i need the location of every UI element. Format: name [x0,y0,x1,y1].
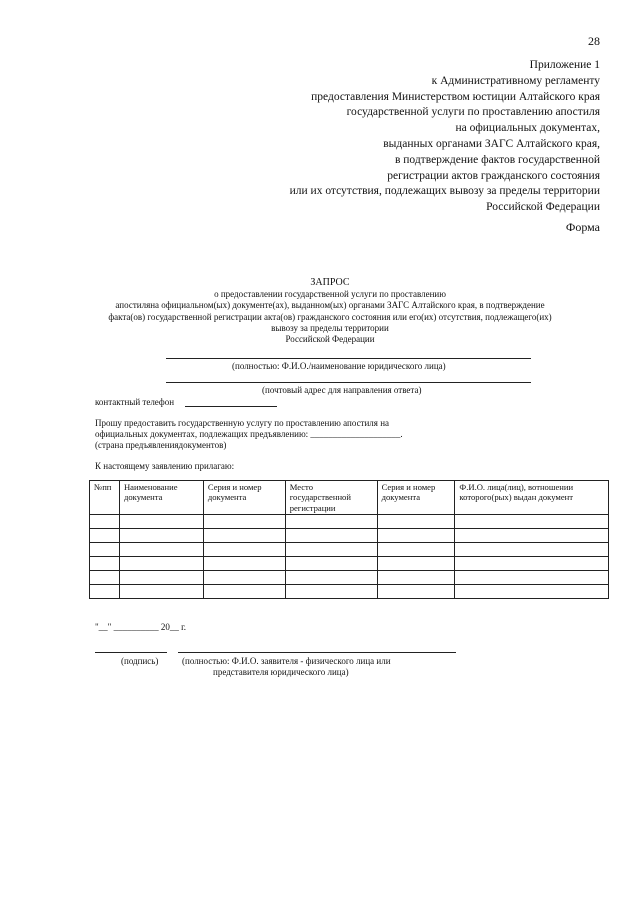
appendix-line: к Административному регламенту [431,74,600,87]
appendix-line: регистрации актов гражданского состояния [387,169,600,182]
table-row [90,529,609,543]
appendix-line: на официальных документах, [455,122,600,135]
documents-table [89,480,609,599]
appendix-line: государственной услуги по проставлению апостиля [346,106,600,119]
table-row [90,585,609,599]
table-cell[interactable] [119,515,203,529]
name-field-line[interactable] [166,358,531,359]
attachments-label: К настоящему заявлению прилагаю: [95,461,235,471]
request-title [90,277,570,345]
applicant-name-line[interactable] [178,652,456,653]
table-header-row [90,481,609,515]
table-cell[interactable] [90,529,120,543]
country-caption: (страна предъявлениядокументов) [95,440,227,450]
appendix-line: Приложение 1 [529,59,600,71]
table-cell[interactable] [90,557,120,571]
table-cell[interactable] [119,585,203,599]
date-line[interactable]: "__" __________ 20__ г. [95,622,187,632]
title-line: апостиляна официальном(ых) документе(ах), выданном(ых) органами ЗАГС Алтайского края, в подтверждение [115,300,545,311]
column-header: Серия и номер документа [377,481,455,515]
appendix-line: в подтверждение фактов государственной [394,153,600,166]
column-header: Ф.И.О. лица(лиц), вотношении которого(рых) выдан документ [455,481,609,515]
address-field-line[interactable] [166,382,531,383]
table-cell[interactable] [90,543,120,557]
table-row [90,515,609,529]
table-cell[interactable] [119,557,203,571]
request-line: Прошу предоставить государственную услугу по проставлению апостиля на [95,418,390,428]
table-row [90,571,609,585]
column-header: Наименование документа [119,481,203,515]
signature-line[interactable] [95,652,167,653]
table-cell[interactable] [285,571,377,585]
table-row [90,543,609,557]
table-cell[interactable] [203,557,285,571]
column-header: Серия и номер документа [203,481,285,515]
table-cell[interactable] [377,543,455,557]
table-cell[interactable] [203,515,285,529]
table-cell[interactable] [90,571,120,585]
table-cell[interactable] [119,571,203,585]
appendix-line: предоставления Министерством юстиции Алтайского края [311,90,600,103]
appendix-line: Российской Федерации [486,201,600,214]
table-cell[interactable] [203,543,285,557]
address-field-caption: (почтовый адрес для направления ответа) [262,385,422,395]
appendix-line: выданных органами ЗАГС Алтайского края, [383,137,600,150]
table-cell[interactable] [285,585,377,599]
applicant-name-caption: (полностью: Ф.И.О. заявителя - физического лица или [182,656,391,666]
column-header: №пп [90,481,120,515]
form-label: Форма [565,220,600,234]
signature-caption: (подпись) [121,656,159,666]
table-cell[interactable] [455,585,609,599]
table-cell[interactable] [285,529,377,543]
table-cell[interactable] [285,557,377,571]
table-cell[interactable] [377,585,455,599]
table-cell[interactable] [90,585,120,599]
table-cell[interactable] [377,515,455,529]
request-line: официальных документах, подлежащих предъявлению: ____________________. [95,429,403,439]
appendix-line: или их отсутствия, подлежащих вывозу за пределы территории [289,185,600,198]
table-cell[interactable] [455,529,609,543]
appendix-header [240,58,600,216]
table-cell[interactable] [90,515,120,529]
table-cell[interactable] [285,515,377,529]
table-cell[interactable] [119,543,203,557]
phone-label: контактный телефон [95,397,175,407]
table-cell[interactable] [377,571,455,585]
title-line: о предоставлении государственной услуги по проставлению [214,289,446,300]
table-cell[interactable] [119,529,203,543]
table-cell[interactable] [203,571,285,585]
title-line: Российской Федерации [285,334,375,345]
table-cell[interactable] [455,571,609,585]
name-field-caption: (полностью: Ф.И.О./наименование юридического лица) [232,361,446,371]
applicant-name-caption: представителя юридического лица) [213,667,349,677]
page-number: 28 [588,34,600,48]
table-cell[interactable] [377,529,455,543]
table-cell[interactable] [203,529,285,543]
table-cell[interactable] [455,543,609,557]
table-cell[interactable] [455,515,609,529]
column-header: Место государственной регистрации [285,481,377,515]
title-line: факта(ов) государственной регистрации акта(ов) гражданского состояния или его(их) отсутствия, подлежащего(их) [108,311,552,322]
table-cell[interactable] [203,585,285,599]
table-cell[interactable] [285,543,377,557]
request-heading: ЗАПРОС [310,277,350,288]
table-cell[interactable] [455,557,609,571]
phone-field-line[interactable] [185,406,277,407]
table-cell[interactable] [377,557,455,571]
table-row [90,557,609,571]
title-line: вывозу за пределы территории [271,322,389,333]
